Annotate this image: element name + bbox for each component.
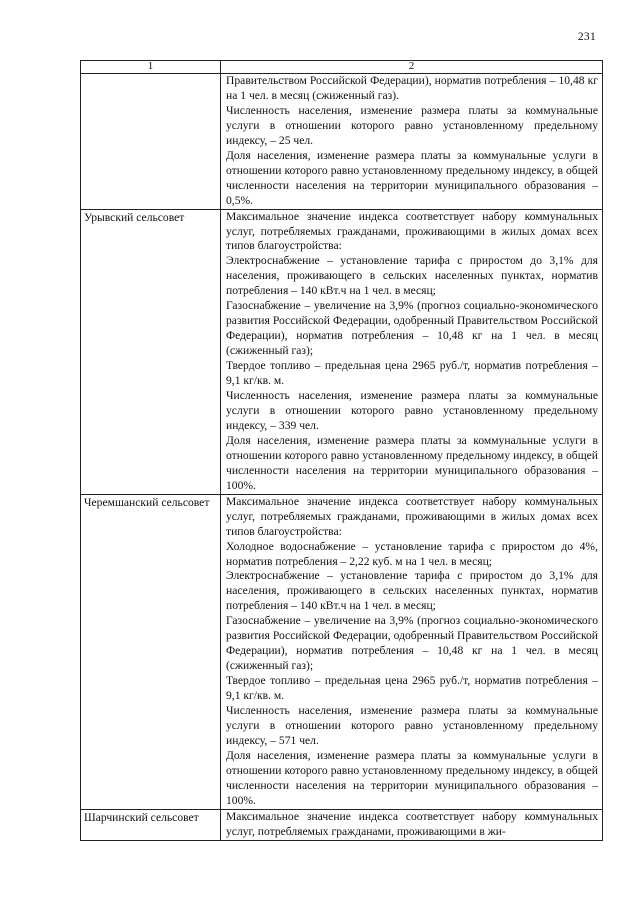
description-paragraph: Доля населения, изменение размера платы за коммунальные услуги в отношении которого равно установленному предельному индексу, в общей численности населения на территории муниципального образования – 100%. bbox=[226, 433, 598, 492]
column-header-2: 2 bbox=[221, 61, 603, 74]
description-paragraph: Холодное водоснабжение – установление тарифа с приростом до 4%, норматив потребления – 2,22 куб. м на 1 чел. в месяц; bbox=[226, 539, 598, 568]
index-description-cell bbox=[221, 809, 603, 840]
index-description-cell bbox=[221, 209, 603, 494]
table-row bbox=[81, 209, 603, 494]
municipality-cell bbox=[81, 74, 221, 210]
description-paragraph: Численность населения, изменение размера платы за коммунальные услуги в отношении которого равно установленному предельному индексу, – 571 чел. bbox=[226, 704, 598, 747]
index-description-cell bbox=[221, 74, 603, 210]
description-paragraph: Максимальное значение индекса соответствует набору коммунальных услуг, потребляемых гражданами, проживающими в жи- bbox=[226, 809, 598, 838]
column-header-1: 1 bbox=[81, 61, 221, 74]
description-paragraph: Электроснабжение – установление тарифа с приростом до 3,1% для населения, проживающего в сельских населенных пунктах, норматив потребления – 140 кВт.ч на 1 чел. в месяц; bbox=[226, 569, 598, 613]
description-paragraph: Максимальное значение индекса соответствует набору коммунальных услуг, потребляемых гражданами, проживающими в жилых домах всех типов благоустройства: bbox=[226, 494, 598, 538]
description-paragraph: Твердое топливо – предельная цена 2965 руб./т, норматив потребления – 9,1 кг/кв. м. bbox=[226, 359, 598, 388]
description-paragraph: Численность населения, изменение размера платы за коммунальные услуги в отношении которого равно установленному предельному индексу, – 25 чел. bbox=[226, 103, 598, 147]
table-row bbox=[81, 809, 603, 840]
municipality-cell: Черемшанский сельсовет bbox=[81, 494, 221, 809]
description-paragraph: Газоснабжение – увеличение на 3,9% (прогноз социально-экономического развития Российской Федерации, одобренный Правительством Российской Федерации), норматив потребления – 10,48 кг на 1 чел. в месяц (сжиженный газ); bbox=[226, 614, 598, 673]
municipality-cell: Урывский сельсовет bbox=[81, 209, 221, 494]
table-header-row bbox=[81, 61, 603, 74]
description-paragraph: Газоснабжение – увеличение на 3,9% (прогноз социально-экономического развития Российской Федерации, одобренный Правительством Российской Федерации), норматив потребления – 10,48 кг на 1 чел. в месяц (сжиженный газ); bbox=[226, 299, 598, 358]
table-row bbox=[81, 74, 603, 210]
description-paragraph: Доля населения, изменение размера платы за коммунальные услуги в отношении которого равно установленному предельному индексу, в общей численности населения на территории муниципального образования – 100%. bbox=[226, 748, 598, 807]
table-row bbox=[81, 494, 603, 809]
description-paragraph: Правительством Российской Федерации), норматив потребления – 10,48 кг на 1 чел. в месяц (сжиженный газ). bbox=[226, 74, 598, 102]
description-paragraph: Максимальное значение индекса соответствует набору коммунальных услуг, потребляемых гражданами, проживающими в жилых домах всех типов благоустройства: bbox=[226, 209, 598, 253]
description-paragraph: Численность населения, изменение размера платы за коммунальные услуги в отношении которого равно установленному предельному индексу, – 339 чел. bbox=[226, 389, 598, 432]
description-paragraph: Электроснабжение – установление тарифа с приростом до 3,1% для населения, проживающего в сельских населенных пунктах, норматив потребления – 140 кВт.ч на 1 чел. в месяц; bbox=[226, 254, 598, 298]
description-paragraph: Твердое топливо – предельная цена 2965 руб./т, норматив потребления – 9,1 кг/кв. м. bbox=[226, 674, 598, 703]
index-description-cell bbox=[221, 494, 603, 809]
municipality-cell: Шарчинский сельсовет bbox=[81, 809, 221, 840]
page-number: 231 bbox=[577, 31, 596, 43]
description-paragraph: Доля населения, изменение размера платы за коммунальные услуги в отношении которого равно установленному предельному индексу, в общей численности населения на территории муниципального образования – 0,5%. bbox=[226, 148, 598, 207]
tariff-index-table bbox=[80, 60, 603, 841]
